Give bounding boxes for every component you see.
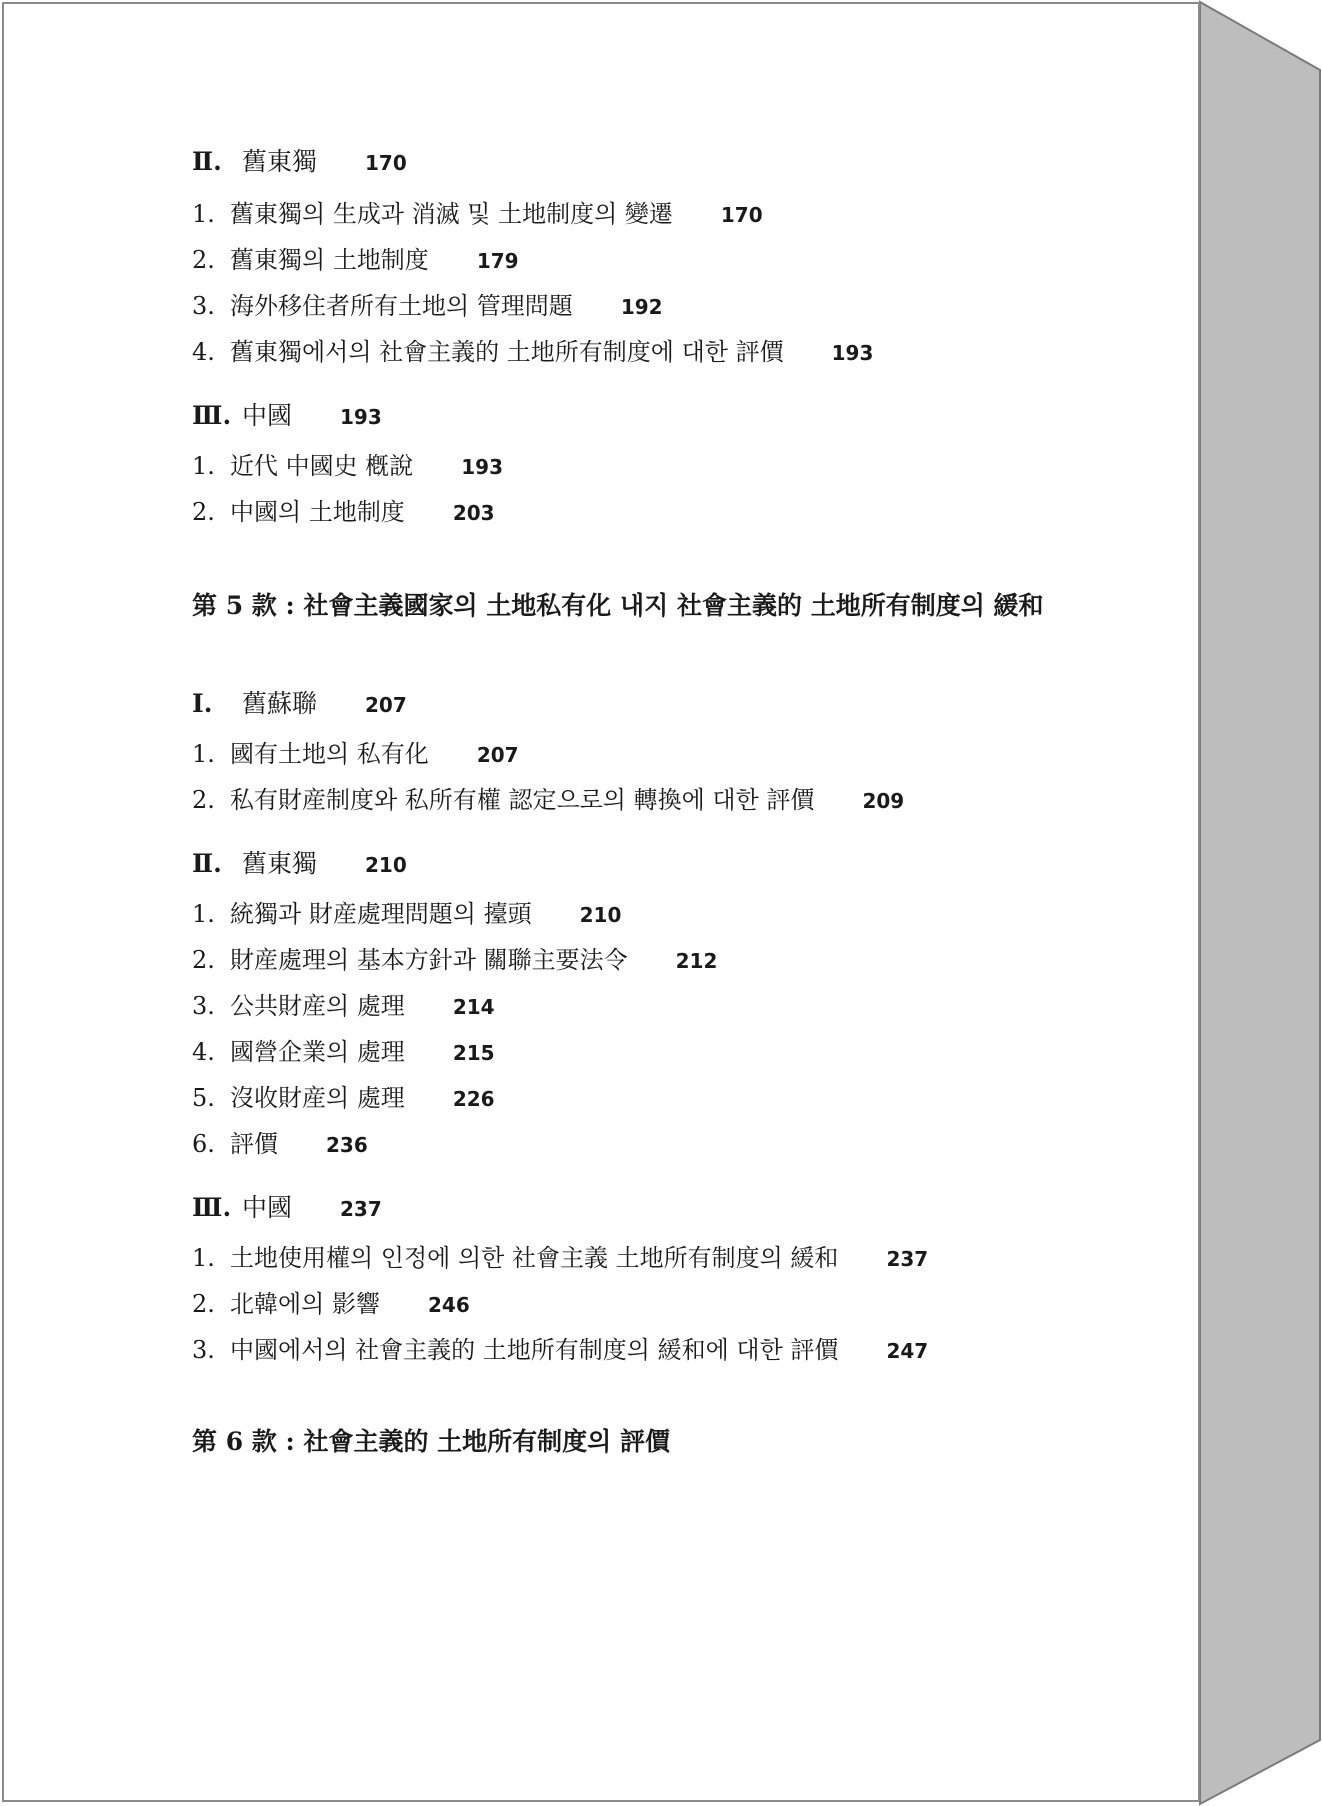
entry-number: 2. (192, 498, 215, 526)
page-number: 193 (831, 341, 874, 365)
entry-number: 6. (192, 1130, 215, 1158)
toc-entry (192, 1032, 495, 1067)
toc-entry (192, 332, 873, 367)
entry-title: 評價 (230, 1130, 278, 1158)
toc-entry (192, 492, 495, 527)
entry-number: 3. (192, 1336, 215, 1364)
entry-number: 1. (192, 900, 215, 928)
page-number: 207 (365, 693, 407, 717)
toc-entry (192, 986, 495, 1021)
roman-numeral: Ⅰ. (192, 689, 213, 718)
page-number: 193 (461, 455, 504, 479)
roman-numeral: Ⅲ. (192, 1193, 232, 1222)
roman-numeral: Ⅱ. (192, 849, 222, 878)
entry-title: 國有土地의 私有化 (230, 740, 429, 768)
page-number: 212 (675, 949, 718, 973)
page-number: 237 (340, 1197, 382, 1221)
entry-number: 1. (192, 200, 215, 228)
toc-entry (192, 780, 904, 815)
section-title: 中國 (242, 1193, 293, 1222)
toc-entry (192, 286, 663, 321)
section-title: 舊東獨 (242, 849, 318, 878)
chapter-heading: 第 6 款 : 社會主義的 土地所有制度의 評價 (192, 1427, 670, 1456)
page-number: 207 (476, 743, 519, 767)
page-number: 193 (340, 405, 382, 429)
section-heading (192, 142, 407, 178)
entry-number: 1. (192, 1244, 215, 1272)
entry-title: 海外移住者所有土地의 管理問題 (230, 292, 573, 320)
roman-numeral: Ⅱ. (192, 147, 222, 176)
page-number: 246 (428, 1293, 470, 1317)
entry-title: 私有財産制度와 私所有權 認定으로의 轉換에 대한 評價 (230, 786, 815, 814)
entry-title: 舊東獨의 土地制度 (230, 246, 429, 274)
page-number: 236 (326, 1133, 368, 1157)
page-number: 203 (452, 501, 495, 525)
section-heading (192, 1188, 382, 1224)
chapter-heading: 第 5 款 : 社會主義國家의 土地私有化 내지 社會主義的 土地所有制度의 緩和 (192, 591, 1044, 620)
toc-entry (192, 734, 519, 769)
toc-entry (192, 894, 621, 929)
toc-entry (192, 1238, 928, 1273)
entry-number: 3. (192, 292, 215, 320)
toc-entry (192, 1078, 495, 1113)
entry-number: 3. (192, 992, 215, 1020)
entry-number: 2. (192, 1290, 215, 1318)
section-heading (192, 684, 407, 720)
roman-numeral: Ⅲ. (192, 401, 232, 430)
entry-title: 北韓에의 影響 (230, 1290, 380, 1318)
page-number: 179 (476, 249, 519, 273)
page-number: 247 (886, 1339, 929, 1363)
entry-title: 舊東獨의 生成과 消滅 및 土地制度의 變遷 (230, 200, 673, 228)
entry-number: 4. (192, 1038, 215, 1066)
toc-entry (192, 1124, 368, 1159)
page-number: 170 (365, 151, 407, 175)
entry-number: 2. (192, 246, 215, 274)
toc-entry (192, 446, 503, 481)
entry-number: 1. (192, 740, 215, 768)
page-number: 237 (886, 1247, 929, 1271)
toc-entry (192, 1284, 470, 1319)
section-heading (192, 844, 407, 880)
page-number: 215 (452, 1041, 495, 1065)
page-number: 192 (620, 295, 663, 319)
section-title: 中國 (242, 401, 293, 430)
entry-title: 統獨과 財産處理問題의 擡頭 (230, 900, 532, 928)
section-title: 舊蘇聯 (242, 689, 318, 718)
entry-number: 2. (192, 786, 215, 814)
page-number: 209 (862, 789, 905, 813)
page-number: 210 (579, 903, 622, 927)
toc-entry (192, 194, 763, 229)
page-number: 210 (365, 853, 407, 877)
section-title: 舊東獨 (242, 147, 318, 176)
entry-title: 國營企業의 處理 (230, 1038, 405, 1066)
page-number: 214 (452, 995, 495, 1019)
entry-title: 舊東獨에서의 社會主義的 土地所有制度에 대한 評價 (230, 338, 784, 366)
toc-entry (192, 1330, 928, 1365)
section-heading (192, 396, 382, 432)
entry-title: 財産處理의 基本方針과 關聯主要法令 (230, 946, 628, 974)
entry-title: 中國에서의 社會主義的 土地所有制度의 緩和에 대한 評價 (230, 1336, 839, 1364)
entry-title: 公共財産의 處理 (230, 992, 405, 1020)
entry-number: 5. (192, 1084, 215, 1112)
entry-number: 4. (192, 338, 215, 366)
page-number: 226 (452, 1087, 495, 1111)
entry-number: 1. (192, 452, 215, 480)
entry-number: 2. (192, 946, 215, 974)
entry-title: 中國의 土地制度 (230, 498, 405, 526)
entry-title: 土地使用權의 인정에 의한 社會主義 土地所有制度의 緩和 (230, 1244, 839, 1272)
page-number: 170 (720, 203, 763, 227)
entry-title: 近代 中國史 槪說 (230, 452, 414, 480)
toc-entry (192, 940, 717, 975)
toc-entry (192, 240, 519, 275)
entry-title: 沒收財産의 處理 (230, 1084, 405, 1112)
